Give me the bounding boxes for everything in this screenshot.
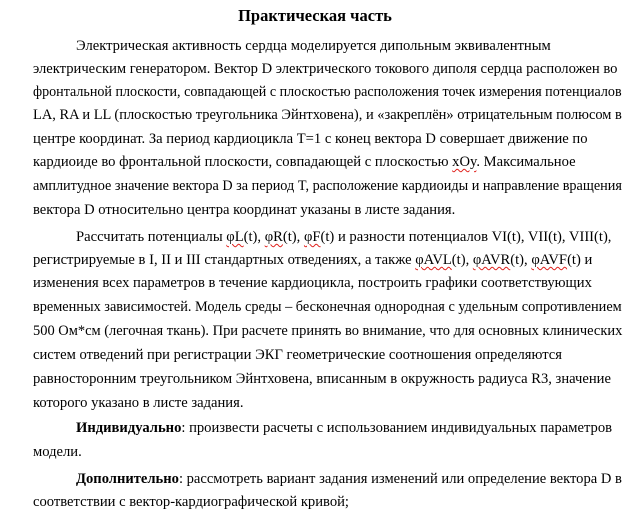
- paragraph-1-line-4: LA, RA и LL (плоскостью треугольника Эйнтховена), и «закреплён» отрицательным полюсом в: [33, 107, 622, 123]
- paragraph-2-line-2-text: регистрируемые в I, II и III стандартных отведениях, а также: [33, 252, 416, 268]
- paragraph-1-line-3: фронтальной плоскости, совпадающей с плоскостью расположения точек измерения потенциалов: [33, 84, 622, 100]
- paragraph-2-line-1-t1: (t),: [243, 229, 265, 245]
- paragraph-2-line-7: равносторонним треугольником Эйнтховена, вписанным в окружность радиуса R3, значение: [33, 371, 611, 387]
- paragraph-2-line-5: 500 Ом*см (легочная ткань). При расчете принять во внимание, что для основных клинических: [33, 323, 623, 339]
- paragraph-2-line-3: изменения всех параметров в течение кардиоцикла, построить графики соответствующих: [33, 275, 592, 291]
- paragraph-1-line-6-tail: . Максимальное: [476, 154, 576, 170]
- paragraph-2-line-1-tail: (t) и разности потенциалов VI(t), VII(t), VIII(t),: [320, 229, 612, 245]
- spellcheck-word-phi-f: φF: [303, 229, 321, 245]
- paragraph-1-line-5: центре координат. За период кардиоцикла T=1 с конец вектора D совершает движение по: [33, 131, 588, 147]
- spellcheck-word-phi-avl: φAVL: [415, 252, 452, 268]
- paragraph-2-line-1-text: Рассчитать потенциалы: [76, 229, 227, 245]
- spellcheck-word-phi-r: φR: [264, 229, 283, 245]
- paragraph-4-line-1-text: : рассмотреть вариант задания изменений или определение вектора D в: [178, 471, 622, 487]
- spellcheck-word-phi-avf: φAVF: [531, 252, 568, 268]
- paragraph-3-line-2: модели.: [33, 444, 82, 460]
- paragraph-3-line-1-text: : произвести расчеты с использованием индивидуальных параметров: [181, 420, 613, 436]
- paragraph-2-line-2-t2: (t),: [510, 252, 532, 268]
- paragraph-2-line-2-tail: (t) и: [567, 252, 593, 268]
- paragraph-2-line-1: [76, 228, 611, 246]
- paragraph-2-line-6: систем отведений при регистрации ЭКГ геометрические соотношения определяются: [33, 347, 562, 363]
- paragraph-1-line-8: вектора D относительно центра координат указаны в листе задания.: [33, 202, 456, 218]
- label-individually: Индивидуально: [76, 420, 182, 436]
- paragraph-2-line-2: [33, 251, 592, 269]
- spellcheck-word-phi-l: φL: [226, 229, 244, 245]
- paragraph-2-line-4: временных зависимостей. Модель среды – бесконечная однородная с удельным сопротивлением: [33, 299, 622, 315]
- paragraph-1-line-6-text: кардиоиде во фронтальной плоскости, совпадающей с плоскостью: [33, 154, 453, 170]
- paragraph-1-line-2: электрическим генератором. Вектор D электрического токового диполя сердца расположен во: [33, 61, 618, 77]
- spellcheck-word-phi-avr: φAVR: [472, 252, 511, 268]
- paragraph-2-line-1-t2: (t),: [282, 229, 304, 245]
- spellcheck-word-xoy: xOy: [452, 154, 477, 170]
- label-additionally: Дополнительно: [76, 471, 179, 487]
- paragraph-1-line-6: [33, 153, 576, 171]
- paragraph-1-line-1: Электрическая активность сердца моделируется дипольным эквивалентным: [76, 38, 551, 54]
- paragraph-4-line-1: [76, 470, 622, 488]
- paragraph-2-line-8: которого указано в листе задания.: [33, 395, 244, 411]
- paragraph-1-line-7: амплитудное значение вектора D за период T, расположение кардиоиды и направление вращения: [33, 178, 622, 194]
- section-title: Практическая часть: [238, 6, 392, 25]
- paragraph-2-line-2-t1: (t),: [451, 252, 473, 268]
- paragraph-4-line-2: соответствии с вектор-кардиографической кривой;: [33, 494, 349, 510]
- paragraph-3-line-1: [76, 419, 612, 437]
